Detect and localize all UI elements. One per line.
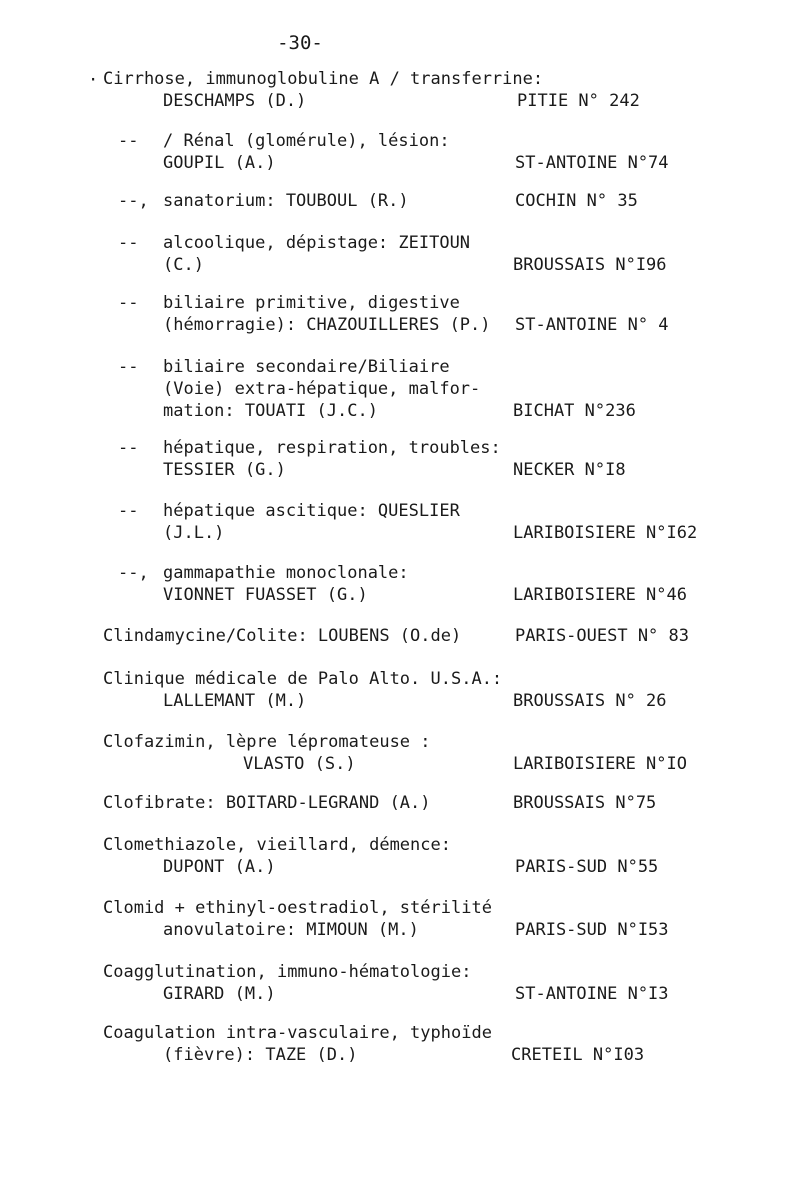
margin-mark: · xyxy=(88,70,99,90)
ditto-dash: -- xyxy=(118,438,139,458)
entry-line xyxy=(0,897,800,919)
entry-line xyxy=(0,90,800,112)
entry-text: GOUPIL (A.) xyxy=(163,153,276,173)
index-entry xyxy=(0,130,800,174)
hospital-reference: PARIS-SUD N°55 xyxy=(515,857,659,877)
ditto-dash: --, xyxy=(118,563,149,583)
entry-line xyxy=(0,983,800,1005)
entry-text: sanatorium: TOUBOUL (R.) xyxy=(163,191,409,211)
index-entry xyxy=(0,834,800,878)
entry-text: Clindamycine/Colite: LOUBENS (O.de) xyxy=(103,626,462,646)
entry-line xyxy=(0,1044,800,1066)
entry-line xyxy=(0,254,800,276)
index-entry xyxy=(0,1022,800,1066)
index-entry xyxy=(0,668,800,712)
hospital-reference: ST-ANTOINE N°74 xyxy=(515,153,669,173)
entry-line xyxy=(0,437,800,459)
entry-line xyxy=(0,961,800,983)
entry-line xyxy=(0,856,800,878)
entry-line xyxy=(0,690,800,712)
entry-line xyxy=(0,292,800,314)
ditto-dash: -- xyxy=(118,233,139,253)
entry-text: gammapathie monoclonale: xyxy=(163,563,409,583)
index-entry xyxy=(0,232,800,276)
hospital-reference: ST-ANTOINE N° 4 xyxy=(515,315,669,335)
hospital-reference: COCHIN N° 35 xyxy=(515,191,638,211)
index-entry xyxy=(0,731,800,775)
entry-text: Clofibrate: BOITARD-LEGRAND (A.) xyxy=(103,793,431,813)
entry-text: VIONNET FUASSET (G.) xyxy=(163,585,368,605)
entry-text: Clomethiazole, vieillard, démence: xyxy=(103,835,451,855)
entry-text: (hémorragie): CHAZOUILLERES (P.) xyxy=(163,315,491,335)
entry-line xyxy=(0,668,800,690)
entry-line xyxy=(0,731,800,753)
hospital-reference: ST-ANTOINE N°I3 xyxy=(515,984,669,1004)
entry-text: VLASTO (S.) xyxy=(243,754,356,774)
entry-line xyxy=(0,130,800,152)
entry-line xyxy=(0,356,800,378)
entry-text: TESSIER (G.) xyxy=(163,460,286,480)
hospital-reference: BROUSSAIS N°I96 xyxy=(513,255,667,275)
entry-text: alcoolique, dépistage: ZEITOUN xyxy=(163,233,471,253)
entry-text: (fièvre): TAZE (D.) xyxy=(163,1045,358,1065)
entry-line xyxy=(0,792,800,814)
entry-text: hépatique ascitique: QUESLIER xyxy=(163,501,460,521)
index-entry xyxy=(0,500,800,544)
entry-text: Coagglutination, immuno-hématologie: xyxy=(103,962,472,982)
ditto-dash: -- xyxy=(118,293,139,313)
entry-line xyxy=(0,834,800,856)
entry-text: Coagulation intra-vasculaire, typhoïde xyxy=(103,1023,492,1043)
entry-text: biliaire primitive, digestive xyxy=(163,293,460,313)
index-entry xyxy=(0,437,800,481)
entry-text: DUPONT (A.) xyxy=(163,857,276,877)
entry-text: mation: TOUATI (J.C.) xyxy=(163,401,378,421)
ditto-dash: -- xyxy=(118,131,139,151)
entry-text: Clofazimin, lèpre lépromateuse : xyxy=(103,732,431,752)
index-entry xyxy=(0,792,800,814)
hospital-reference: BROUSSAIS N° 26 xyxy=(513,691,667,711)
entry-line xyxy=(0,459,800,481)
entry-line xyxy=(0,500,800,522)
entry-line xyxy=(0,314,800,336)
entry-text: (Voie) extra-hépatique, malfor- xyxy=(163,379,481,399)
hospital-reference: LARIBOISIERE N°I62 xyxy=(513,523,698,543)
entry-line xyxy=(0,1022,800,1044)
entry-text: (J.L.) xyxy=(163,523,225,543)
entry-line xyxy=(0,753,800,775)
hospital-reference: BROUSSAIS N°75 xyxy=(513,793,657,813)
index-entry xyxy=(0,625,800,647)
entry-text: Clomid + ethinyl-oestradiol, stérilité xyxy=(103,898,492,918)
index-entry xyxy=(0,292,800,336)
entry-line xyxy=(0,190,800,212)
entry-line xyxy=(0,584,800,606)
hospital-reference: PARIS-SUD N°I53 xyxy=(515,920,669,940)
hospital-reference: LARIBOISIERE N°46 xyxy=(513,585,687,605)
index-entry xyxy=(0,190,800,212)
entry-text: DESCHAMPS (D.) xyxy=(163,91,307,111)
entry-line xyxy=(0,232,800,254)
entry-line xyxy=(0,522,800,544)
index-entry xyxy=(0,562,800,606)
entry-line xyxy=(0,919,800,941)
page-number: -30- xyxy=(277,32,323,54)
hospital-reference: PARIS-OUEST N° 83 xyxy=(515,626,689,646)
index-entry xyxy=(0,897,800,941)
index-entry xyxy=(0,68,800,112)
entry-line xyxy=(0,152,800,174)
ditto-dash: -- xyxy=(118,357,139,377)
entry-text: / Rénal (glomérule), lésion: xyxy=(163,131,450,151)
entry-text: anovulatoire: MIMOUN (M.) xyxy=(163,920,419,940)
index-entry xyxy=(0,356,800,422)
entry-text: biliaire secondaire/Biliaire xyxy=(163,357,450,377)
hospital-reference: BICHAT N°236 xyxy=(513,401,636,421)
entry-line xyxy=(0,562,800,584)
entry-line xyxy=(0,400,800,422)
ditto-dash: -- xyxy=(118,501,139,521)
hospital-reference: CRETEIL N°I03 xyxy=(511,1045,645,1065)
entry-line xyxy=(0,68,800,90)
entry-text: Clinique médicale de Palo Alto. U.S.A.: xyxy=(103,669,503,689)
hospital-reference: NECKER N°I8 xyxy=(513,460,626,480)
entry-text: (C.) xyxy=(163,255,204,275)
entry-text: Cirrhose, immunoglobuline A / transferrine: xyxy=(103,69,544,89)
entry-text: LALLEMANT (M.) xyxy=(163,691,307,711)
index-entry xyxy=(0,961,800,1005)
hospital-reference: PITIE N° 242 xyxy=(517,91,640,111)
entry-text: hépatique, respiration, troubles: xyxy=(163,438,501,458)
entry-line xyxy=(0,378,800,400)
entry-text: GIRARD (M.) xyxy=(163,984,276,1004)
entry-line xyxy=(0,625,800,647)
ditto-dash: --, xyxy=(118,191,149,211)
hospital-reference: LARIBOISIERE N°IO xyxy=(513,754,687,774)
